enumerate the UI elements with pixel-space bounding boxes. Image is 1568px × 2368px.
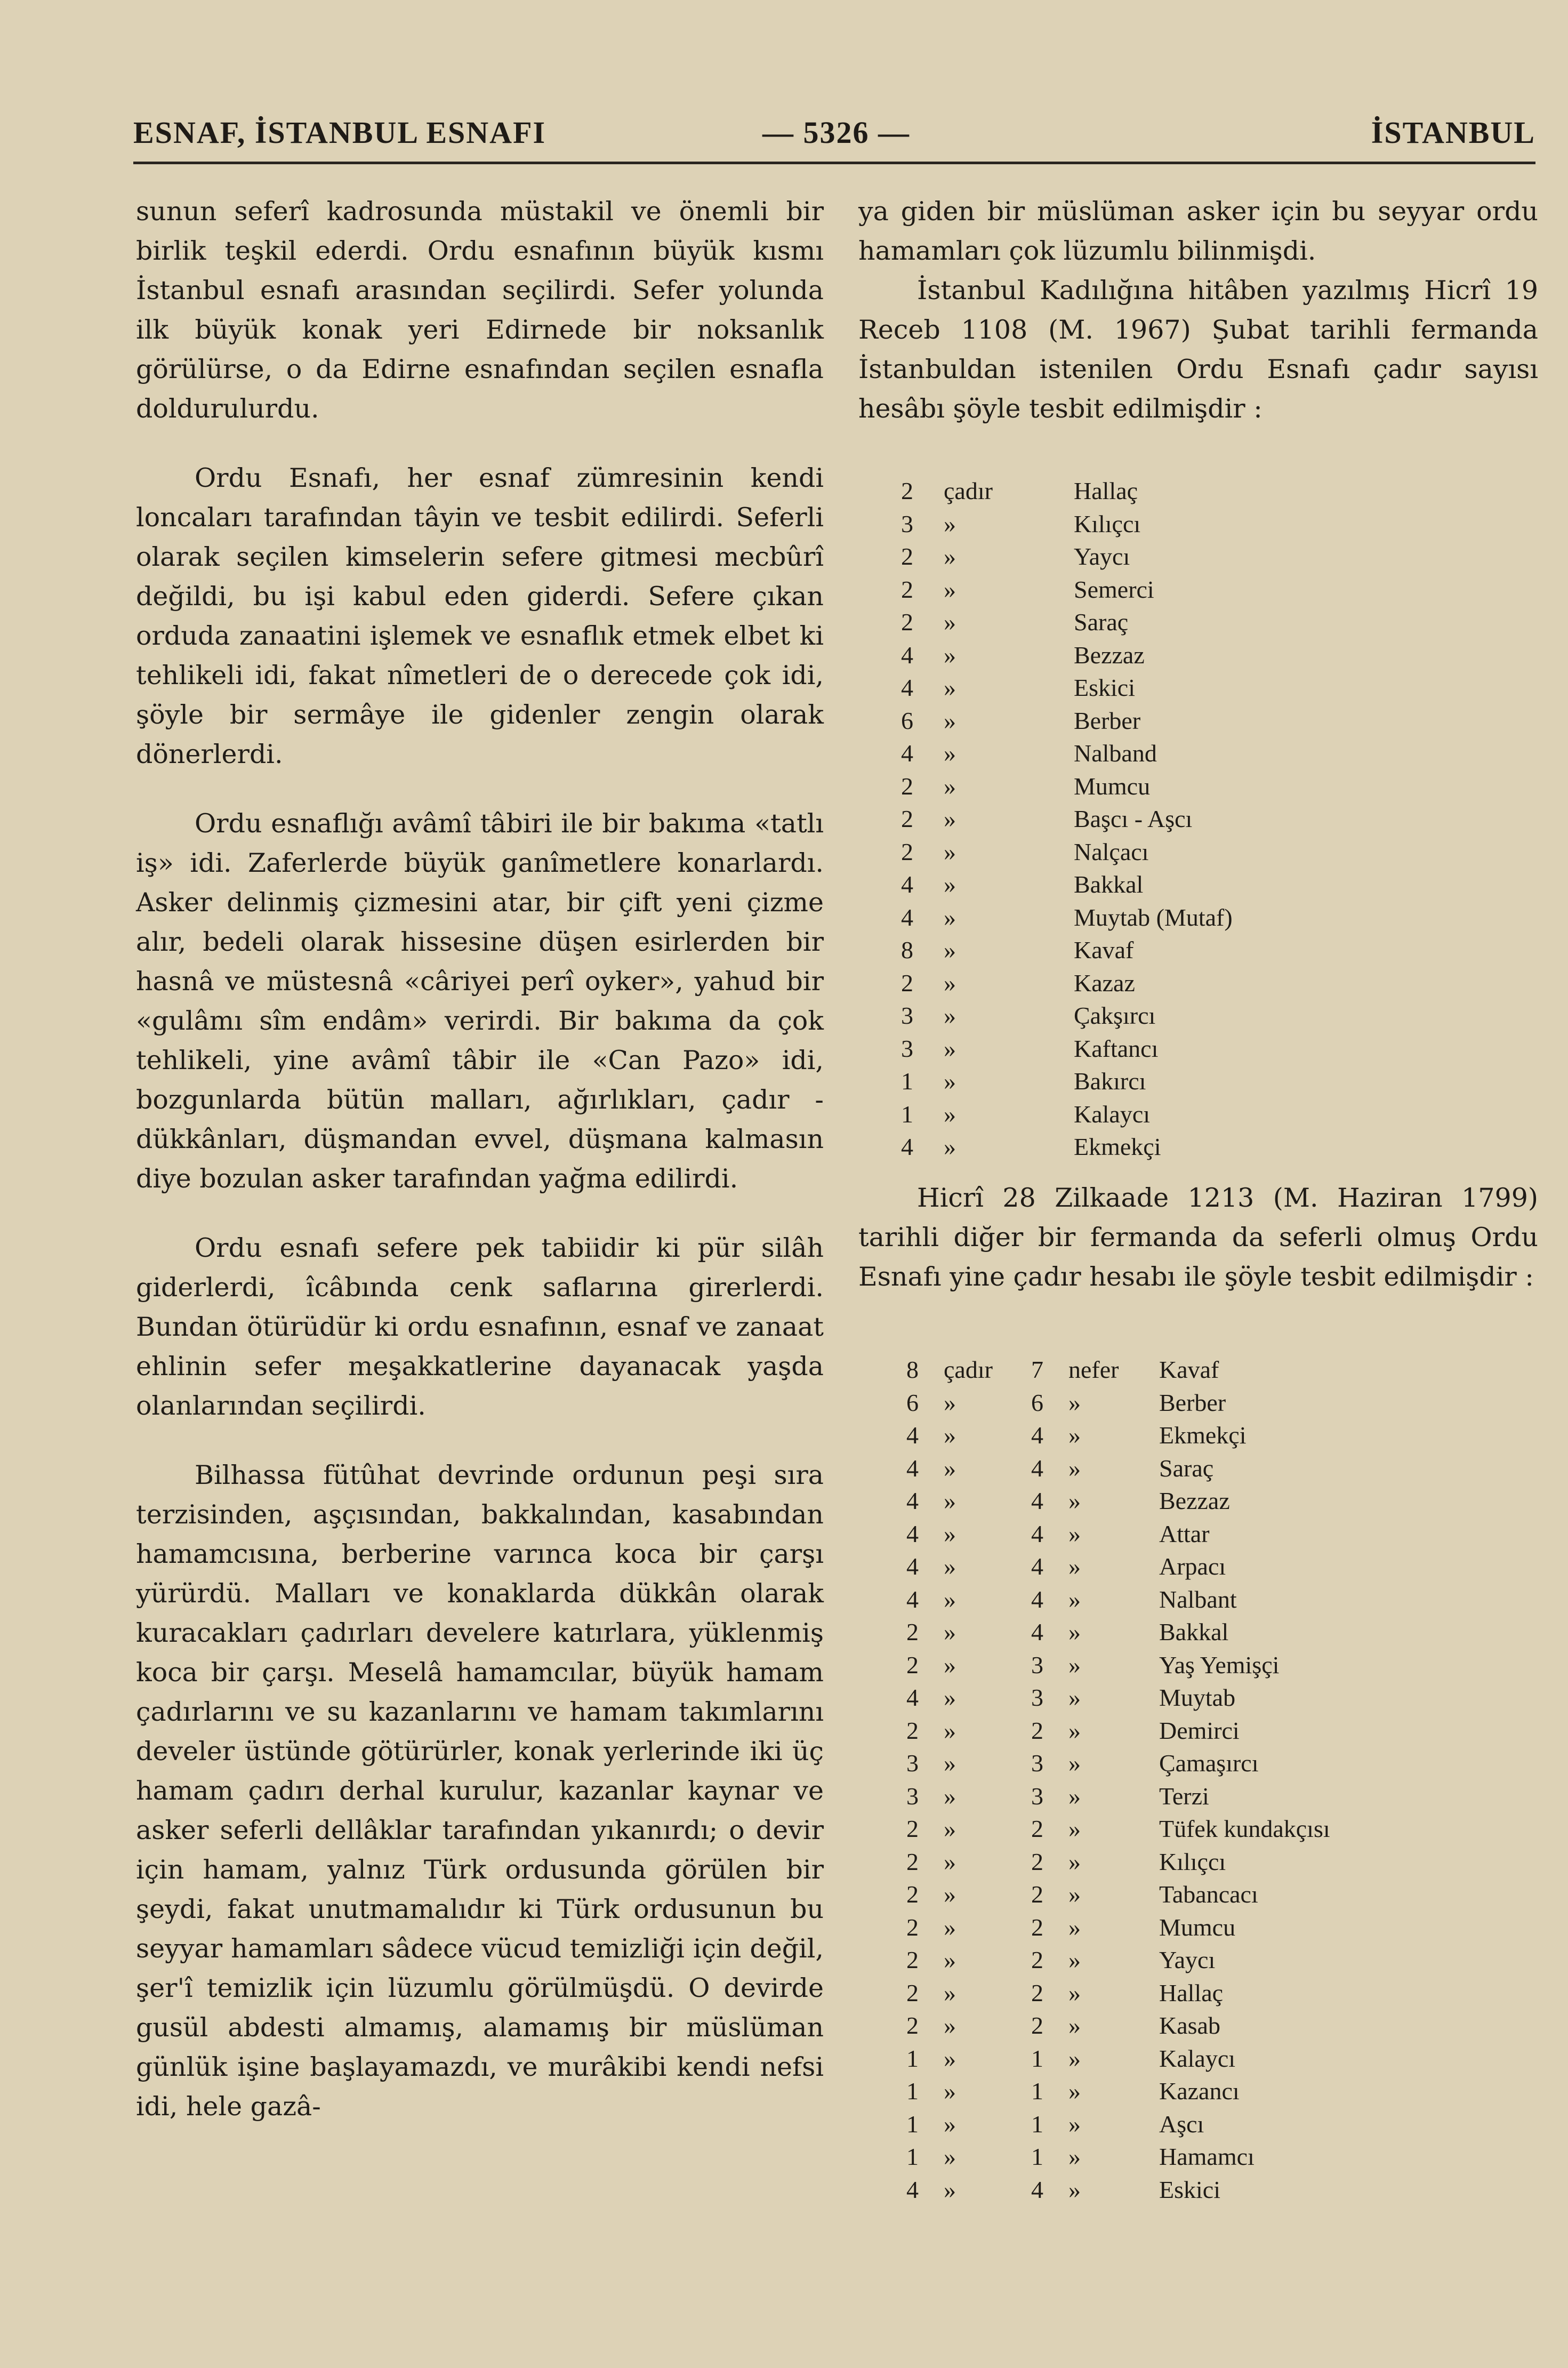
tent-unit: » [944, 2077, 956, 2105]
person-unit: » [1068, 2012, 1081, 2040]
trade-name: Muytab [1159, 1684, 1236, 1712]
person-unit: » [1068, 1749, 1081, 1777]
unit-label: » [944, 674, 956, 702]
trade-name: Çamaşırcı [1159, 1749, 1259, 1777]
trade-name: Hamamcı [1159, 2143, 1255, 2171]
tent-unit: » [944, 1881, 956, 1908]
person-unit: » [1068, 1716, 1081, 1744]
unit-label: çadır [944, 477, 993, 505]
person-unit: » [1068, 1684, 1081, 1712]
right-intro [858, 192, 1538, 429]
person-unit: » [1068, 1618, 1081, 1646]
tent-unit: » [944, 1651, 956, 1679]
person-unit: » [1068, 1848, 1081, 1875]
list-item [901, 573, 1233, 606]
list-item [901, 967, 1233, 1000]
unit-label: » [944, 838, 956, 865]
list-item [901, 1098, 1233, 1131]
list-item [901, 1032, 1233, 1065]
tent-unit: » [944, 1946, 956, 1974]
tent-unit: » [944, 1454, 956, 1482]
tent-count: 4 [906, 1422, 919, 1449]
person-unit: » [1068, 2077, 1081, 2105]
trade-name: Bakırcı [1074, 1067, 1146, 1095]
trade-name: Berber [1074, 707, 1141, 734]
tent-count: 4 [906, 1487, 919, 1515]
unit-label: » [944, 608, 956, 636]
unit-label: » [944, 1133, 956, 1161]
person-unit: » [1068, 1585, 1081, 1613]
unit-label: » [944, 740, 956, 767]
person-count: 1 [1031, 2044, 1043, 2072]
trade-name: Yaycı [1159, 1946, 1216, 1974]
list-item [901, 836, 1233, 869]
tent-count: 8 [901, 936, 913, 964]
list-item [906, 1649, 1330, 1682]
list-item [906, 1845, 1330, 1879]
paragraph: sunun seferî kadrosunda müstakil ve önemli bir birlik teşkil ederdi. Ordu esnafının büyük kısmı İstanbul esnafı arasından seçilirdi. Sefer yolunda ilk büyük konak yeri Edirnede bir noksanlık görülürse, o da Edirne esnafından seçilen esnafla doldurulurdu. [136, 196, 824, 424]
tent-count: 2 [906, 1848, 919, 1875]
unit-label: » [944, 772, 956, 800]
trade-name: Eskici [1159, 2176, 1220, 2203]
unit-label: » [944, 1067, 956, 1095]
list-item [901, 606, 1233, 639]
person-count: 3 [1031, 1684, 1043, 1712]
trade-name: Tüfek kundakçısı [1159, 1815, 1330, 1843]
tent-unit: » [944, 1422, 956, 1449]
person-unit: » [1068, 1946, 1081, 1974]
paragraph: Hicrî 28 Zilkaade 1213 (M. Haziran 1799) tarihli diğer bir fermanda da seferli olmuş Ordu Esnafı yine çadır hesabı ile şöyle tesbit edilmişdir : [858, 1183, 1538, 1292]
tent-count: 2 [906, 2012, 919, 2040]
tent-unit: » [944, 1716, 956, 1744]
person-count: 2 [1031, 1848, 1043, 1875]
tent-count: 3 [901, 1034, 913, 1062]
person-count: 4 [1031, 2176, 1043, 2203]
person-unit: » [1068, 2143, 1081, 2171]
tent-count: 2 [901, 805, 913, 833]
tent-count: 3 [901, 510, 913, 537]
list-item [906, 1452, 1330, 1485]
unit-label: » [944, 903, 956, 931]
tent-count: 2 [906, 1618, 919, 1646]
person-count: 4 [1031, 1520, 1043, 1547]
header-title: ESNAF, İSTANBUL ESNAFI [133, 115, 546, 150]
trade-name: Bakkal [1159, 1618, 1229, 1646]
trade-name: Kalaycı [1159, 2044, 1236, 2072]
trade-name: Saraç [1074, 608, 1129, 636]
tent-count: 2 [901, 477, 913, 505]
list-item [901, 540, 1233, 573]
trade-name: Yaş Yemişçi [1159, 1651, 1280, 1679]
paragraph: Ordu esnaflığı avâmî tâbiri ile bir bakıma «tatlı iş» idi. Zaferlerde büyük ganîmetlere konarlardı. Asker delinmiş çizmesini atar, bir çift yeni çizme alır, bedeli olarak hissesine düşen esirlerden bir hasnâ ve müstesnâ «câriyei perî oyker», yahud bir «gulâmı sîm endâm» verirdi. Bir bakıma da çok tehlikeli, yine avâmî tâbir ile «Can Pazo» idi, bozgunlarda bütün malları, ağırlıkları, çadır - dükkânları, düşmandan evvel, düşmana kalmasın diye bozulan asker tarafından yağma edilirdi. [136, 808, 824, 1194]
person-count: 3 [1031, 1782, 1043, 1810]
trade-name: Kavaf [1159, 1356, 1219, 1384]
person-count: 1 [1031, 2110, 1043, 2138]
tent-count: 3 [906, 1782, 919, 1810]
trade-name: Kalaycı [1074, 1100, 1151, 1128]
trade-name: Kaftancı [1074, 1034, 1159, 1062]
trade-name: Çakşırcı [1074, 1002, 1156, 1030]
unit-label: » [944, 871, 956, 898]
list-item [901, 770, 1233, 803]
trade-name: Berber [1159, 1388, 1226, 1416]
person-count: 3 [1031, 1749, 1043, 1777]
trade-name: Bezzaz [1074, 641, 1145, 669]
paragraph: ya giden bir müslüman asker için bu seyyar ordu hamamları çok lüzumlu bilinmişdi. [858, 196, 1538, 266]
list-item [901, 999, 1233, 1032]
tent-count: 4 [901, 903, 913, 931]
person-unit: » [1068, 1881, 1081, 1908]
list-item [906, 1616, 1330, 1649]
list-item [901, 737, 1233, 770]
unit-label: » [944, 543, 956, 571]
list-item [906, 1583, 1330, 1616]
tent-count: 1 [901, 1100, 913, 1128]
trade-name: Demirci [1159, 1716, 1240, 1744]
list-item [906, 1911, 1330, 1944]
tent-count: 2 [906, 1651, 919, 1679]
trade-name: Bezzaz [1159, 1487, 1230, 1515]
person-unit: » [1068, 2176, 1081, 2203]
tent-count: 2 [901, 969, 913, 997]
unit-label: » [944, 1002, 956, 1030]
person-count: 2 [1031, 1979, 1043, 2006]
person-count: 2 [1031, 1913, 1043, 1941]
tent-unit: » [944, 2110, 956, 2138]
list-item [901, 868, 1233, 901]
trade-name: Kasab [1159, 2012, 1220, 2040]
tent-unit: » [944, 1815, 956, 1843]
left-column [136, 192, 824, 2156]
person-count: 2 [1031, 2012, 1043, 2040]
tent-unit: » [944, 2044, 956, 2072]
header-rule [133, 162, 1535, 164]
tent-count: 4 [901, 1133, 913, 1161]
list-item [901, 475, 1233, 508]
list-item [906, 2140, 1330, 2173]
tent-unit: » [944, 2143, 956, 2171]
person-unit: » [1068, 1913, 1081, 1941]
tent-unit: » [944, 1618, 956, 1646]
person-count: 2 [1031, 1815, 1043, 1843]
tent-count: 2 [901, 543, 913, 571]
person-count: 7 [1031, 1356, 1043, 1384]
paragraph: Ordu esnafı sefere pek tabiidir ki pür silâh giderlerdi, îcâbında cenk saflarına girerlerdi. Bundan ötürüdür ki ordu esnafının, esnaf ve zanaat ehlinin sefer meşakkatlerine dayanacak yaşda olanlarından seçilirdi. [136, 1233, 824, 1421]
paragraph: Bilhassa fütûhat devrinde ordunun peşi sıra terzisinden, aşçısından, bakkalından, kasabından hamamcısına, berberine varınca koca bir çarşı yürürdü. Malları ve konaklarda dükkân olarak kuracakları çadırları develere katırlara, yüklenmiş koca bir çarşı. Meselâ hamamcılar, büyük hamam çadırlarını ve su kazanlarını ve hamam takımlarını develer üstünde götürürler, konak yerlerinde iki üç hamam çadırı derhal kurulur, kazanlar kaynar ve asker seferli dellâklar tarafından yıkanırdı; o devir için hamam, yalnız Türk ordusunda görülen bir şeydi, fakat unutmamalıdır ki Türk ordusunun bu seyyar hamamları sâdece vücud temizliği için değil, şer'î temizlik için lüzumlu görülmüşdü. O devirde gusül abdesti almamış, alamamış bir müslüman günlük işine başlayamazdı, ve murâkibi kendi nefsi idi, hele gazâ- [136, 1460, 824, 2122]
tent-unit: » [944, 1782, 956, 1810]
trade-name: Bakkal [1074, 871, 1144, 898]
trade-name: Kazaz [1074, 969, 1135, 997]
tent-count: 1 [906, 2077, 919, 2105]
unit-label: » [944, 707, 956, 734]
list-item [906, 2173, 1330, 2206]
tent-list-1108 [901, 475, 1233, 1163]
unit-label: » [944, 641, 956, 669]
list-item [901, 704, 1233, 737]
list-item [906, 1419, 1330, 1452]
trade-name: Kavaf [1074, 936, 1134, 964]
person-unit: » [1068, 1782, 1081, 1810]
trade-name: Nalband [1074, 740, 1157, 767]
person-count: 6 [1031, 1388, 1043, 1416]
tent-count: 4 [901, 641, 913, 669]
unit-label: » [944, 1100, 956, 1128]
list-item [901, 802, 1233, 836]
list-item [906, 1484, 1330, 1518]
person-unit: » [1068, 1815, 1081, 1843]
list-item [906, 1550, 1330, 1583]
trade-name: Muytab (Mutaf) [1074, 903, 1233, 931]
tent-unit: » [944, 1388, 956, 1416]
tent-list-1213 [906, 1353, 1330, 2206]
tent-count: 4 [901, 674, 913, 702]
person-count: 1 [1031, 2143, 1043, 2171]
tent-count: 2 [906, 1946, 919, 1974]
person-unit: » [1068, 2110, 1081, 2138]
trade-name: Arpacı [1159, 1553, 1226, 1580]
person-unit: » [1068, 1422, 1081, 1449]
list-item [906, 1780, 1330, 1813]
trade-name: Aşcı [1159, 2110, 1204, 2138]
running-header [133, 115, 1535, 157]
person-count: 4 [1031, 1553, 1043, 1580]
trade-name: Eskici [1074, 674, 1135, 702]
person-unit: » [1068, 1487, 1081, 1515]
person-count: 2 [1031, 1946, 1043, 1974]
tent-unit: » [944, 1684, 956, 1712]
person-count: 4 [1031, 1422, 1043, 1449]
list-item [906, 2108, 1330, 2141]
unit-label: » [944, 510, 956, 537]
person-count: 3 [1031, 1651, 1043, 1679]
tent-count: 2 [901, 838, 913, 865]
list-item [901, 901, 1233, 934]
trade-name: Ekmekçi [1159, 1422, 1247, 1449]
tent-count: 4 [906, 2176, 919, 2203]
tent-count: 4 [901, 871, 913, 898]
person-count: 4 [1031, 1454, 1043, 1482]
person-unit: » [1068, 1651, 1081, 1679]
list-item [906, 1747, 1330, 1780]
tent-count: 1 [901, 1067, 913, 1095]
trade-name: Mumcu [1074, 772, 1151, 800]
person-count: 4 [1031, 1487, 1043, 1515]
trade-name: Nalbant [1159, 1585, 1237, 1613]
person-unit: » [1068, 1520, 1081, 1547]
trade-name: Terzi [1159, 1782, 1209, 1810]
tent-count: 6 [901, 707, 913, 734]
paragraph: İstanbul Kadılığına hitâben yazılmış Hicrî 19 Receb 1108 (M. 1967) Şubat tarihli fermanda İstanbuldan istenilen Ordu Esnafı çadır sayısı hesâbı şöyle tesbit edilmişdir : [858, 275, 1538, 424]
list-item [901, 671, 1233, 704]
tent-count: 3 [906, 1749, 919, 1777]
tent-count: 4 [901, 740, 913, 767]
tent-count: 2 [906, 1815, 919, 1843]
tent-unit: » [944, 1520, 956, 1547]
tent-unit: » [944, 1585, 956, 1613]
trade-name: Hallaç [1074, 477, 1138, 505]
tent-count: 2 [906, 1913, 919, 1941]
list-item [906, 2042, 1330, 2075]
trade-name: Ekmekçi [1074, 1133, 1161, 1161]
trade-name: Yaycı [1074, 543, 1130, 571]
trade-name: Hallaç [1159, 1979, 1224, 2006]
tent-unit: » [944, 1848, 956, 1875]
trade-name: Mumcu [1159, 1913, 1236, 1941]
list-item [901, 1130, 1233, 1163]
person-unit: » [1068, 1553, 1081, 1580]
unit-label: » [944, 936, 956, 964]
tent-count: 4 [906, 1585, 919, 1613]
tent-count: 1 [906, 2044, 919, 2072]
list-item [906, 1944, 1330, 1977]
tent-unit: » [944, 1487, 956, 1515]
tent-count: 8 [906, 1356, 919, 1384]
tent-count: 4 [906, 1454, 919, 1482]
list-item [901, 1065, 1233, 1098]
tent-count: 1 [906, 2143, 919, 2171]
list-item [906, 1353, 1330, 1386]
list-item [906, 1714, 1330, 1747]
tent-count: 4 [906, 1520, 919, 1547]
tent-unit: » [944, 2012, 956, 2040]
page-number: — 5326 — [762, 115, 910, 150]
tent-count: 2 [906, 1881, 919, 1908]
tent-count: 6 [906, 1388, 919, 1416]
list-item [906, 1878, 1330, 1911]
unit-label: » [944, 805, 956, 833]
person-unit: » [1068, 1454, 1081, 1482]
person-count: 4 [1031, 1585, 1043, 1613]
tent-count: 2 [906, 1979, 919, 2006]
trade-name: Kılıçcı [1074, 510, 1141, 537]
list-item [906, 1812, 1330, 1845]
list-item [906, 1977, 1330, 2010]
tent-unit: çadır [944, 1356, 993, 1384]
list-item [906, 2075, 1330, 2108]
person-count: 2 [1031, 1881, 1043, 1908]
tent-unit: » [944, 1553, 956, 1580]
person-unit: » [1068, 1979, 1081, 2006]
unit-label: » [944, 1034, 956, 1062]
person-count: 4 [1031, 1618, 1043, 1646]
trade-name: Başcı - Aşcı [1074, 805, 1193, 833]
tent-count: 4 [906, 1553, 919, 1580]
trade-name: Saraç [1159, 1454, 1214, 1482]
paragraph: Ordu Esnafı, her esnaf zümresinin kendi loncaları tarafından tâyin ve tesbit edilirdi. Seferli olarak seçilen kimselerin sefere gitmesi mecbûrî değildi, bu işi kabul eden giderdi. Sefere çıkan orduda zanaatini işlemek ve esnaflık etmek elbet ki tehlikeli idi, fakat nîmetleri de o derecede çok idi, şöyle bir sermâye ile gidenler zengin olarak dönerlerdi. [136, 463, 824, 769]
header-section: İSTANBUL [1371, 115, 1535, 150]
trade-name: Semerci [1074, 575, 1154, 603]
tent-count: 1 [906, 2110, 919, 2138]
list-item [906, 2009, 1330, 2042]
trade-name: Attar [1159, 1520, 1210, 1547]
right-paragraph-1799 [858, 1178, 1538, 1297]
list-item [906, 1518, 1330, 1551]
list-item [901, 508, 1233, 541]
tent-count: 2 [901, 608, 913, 636]
person-unit: nefer [1068, 1356, 1119, 1384]
tent-count: 2 [901, 772, 913, 800]
tent-count: 2 [906, 1716, 919, 1744]
list-item [901, 934, 1233, 967]
unit-label: » [944, 969, 956, 997]
trade-name: Kazancı [1159, 2077, 1240, 2105]
trade-name: Tabancacı [1159, 1881, 1258, 1908]
person-count: 1 [1031, 2077, 1043, 2105]
tent-count: 3 [901, 1002, 913, 1030]
person-count: 2 [1031, 1716, 1043, 1744]
tent-count: 4 [906, 1684, 919, 1712]
trade-name: Nalçacı [1074, 838, 1149, 865]
list-item [906, 1681, 1330, 1714]
tent-unit: » [944, 2176, 956, 2203]
unit-label: » [944, 575, 956, 603]
trade-name: Kılıçcı [1159, 1848, 1226, 1875]
tent-unit: » [944, 1749, 956, 1777]
tent-unit: » [944, 1979, 956, 2006]
tent-count: 2 [901, 575, 913, 603]
list-item [906, 1386, 1330, 1419]
list-item [901, 639, 1233, 672]
person-unit: » [1068, 2044, 1081, 2072]
person-unit: » [1068, 1388, 1081, 1416]
tent-unit: » [944, 1913, 956, 1941]
